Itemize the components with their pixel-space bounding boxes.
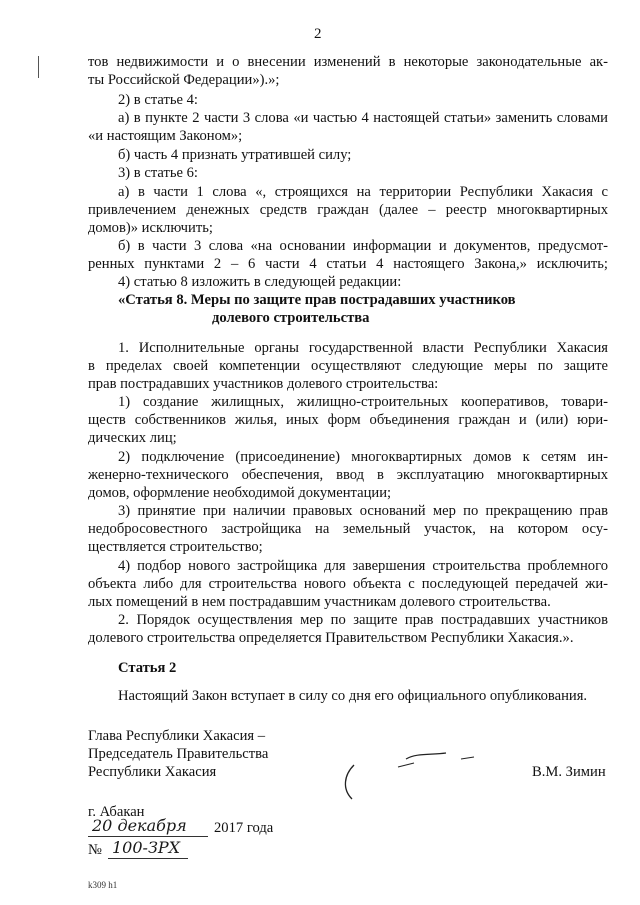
body-line: в пределах своей компетенции осуществляют следующие меры по защите — [88, 358, 608, 374]
body-line: 1) создание жилищных, жилищно-строительных кооперативов, товари- — [118, 394, 608, 410]
signatory-title-3: Республики Хакасия — [88, 764, 217, 780]
body-line: долевого строительства определяется Правительством Республики Хакасия.». — [88, 630, 574, 646]
body-line: б) часть 4 признать утратившей силу; — [118, 147, 352, 163]
body-line: недобросовестного застройщика на земельный участок, на котором осу- — [88, 521, 608, 537]
margin-mark — [38, 56, 39, 78]
signatory-name: В.М. Зимин — [532, 764, 606, 780]
place: г. Абакан — [88, 804, 145, 820]
body-line: домов)» исключить; — [88, 220, 213, 236]
body-line: ществляется строительство; — [88, 539, 263, 555]
date-handwritten: 20 декабря — [92, 816, 187, 835]
handwritten-signature — [336, 745, 496, 805]
body-line: объекта либо для строительства нового объекта с последующей передачей жи- — [88, 576, 608, 592]
article-2-heading: Статья 2 — [118, 660, 177, 676]
body-line: прав пострадавших участников долевого строительства: — [88, 376, 439, 392]
body-line: 3) принятие при наличии правовых оснований мер по прекращению прав — [118, 503, 608, 519]
number-handwritten: 100-ЗРХ — [112, 838, 181, 857]
body-line: 4) статью 8 изложить в следующей редакции: — [118, 274, 402, 290]
body-line: 3) в статье 6: — [118, 165, 198, 181]
body-line: ренных пунктами 2 – 6 части 4 статьи 4 настоящего Закона,» исключить; — [88, 256, 608, 272]
signatory-title-1: Глава Республики Хакасия – — [88, 728, 266, 744]
footer-code: k309 h1 — [88, 880, 118, 890]
body-line: 2) подключение (присоединение) многоквартирных домов к сетям ин- — [118, 449, 608, 465]
body-line: 1. Исполнительные органы государственной власти Республики Хакасия — [118, 340, 608, 356]
article-8-heading-cont: долевого строительства — [212, 310, 370, 326]
body-line: 2) в статье 4: — [118, 92, 198, 108]
article-8-heading: «Статья 8. Меры по защите прав пострадавших участников — [118, 292, 516, 308]
body-line: лых помещений в нем пострадавшим участникам долевого строительства. — [88, 594, 551, 610]
body-line: ты Российской Федерации»).»; — [88, 72, 280, 88]
body-line: «и настоящим Законом»; — [88, 128, 243, 144]
page-number: 2 — [314, 26, 322, 42]
body-line: 4) подбор нового застройщика для завершения строительства проблемного — [118, 558, 608, 574]
number-underline — [108, 858, 188, 859]
body-line: тов недвижимости и о внесении изменений в некоторые законодательные ак- — [88, 54, 608, 70]
body-line: Настоящий Закон вступает в силу со дня его официального опубликования. — [118, 688, 588, 704]
number-prefix: № — [88, 842, 102, 858]
body-line: ществ собственников жилья, иных форм объединения граждан и (или) юри- — [88, 412, 608, 428]
body-line: привлечением денежных средств граждан (далее – реестр многоквартирных — [88, 202, 608, 218]
body-line: дических лиц; — [88, 430, 177, 446]
date-suffix: 2017 года — [214, 820, 274, 836]
body-line: домов, оформление необходимой документации; — [88, 485, 392, 501]
body-line: 2. Порядок осуществления мер по защите прав пострадавших участников — [118, 612, 608, 628]
date-underline — [88, 836, 208, 837]
body-line: а) в пункте 2 части 3 слова «и частью 4 настоящей статьи» заменить словами — [118, 110, 608, 126]
body-line: женерно-технического обеспечения, ввод в эксплуатацию многоквартирных — [88, 467, 608, 483]
body-line: б) в части 3 слова «на основании информации и документов, предусмот- — [118, 238, 608, 254]
body-line: а) в части 1 слова «, строящихся на территории Республики Хакасия с — [118, 184, 608, 200]
signatory-title-2: Председатель Правительства — [88, 746, 269, 762]
